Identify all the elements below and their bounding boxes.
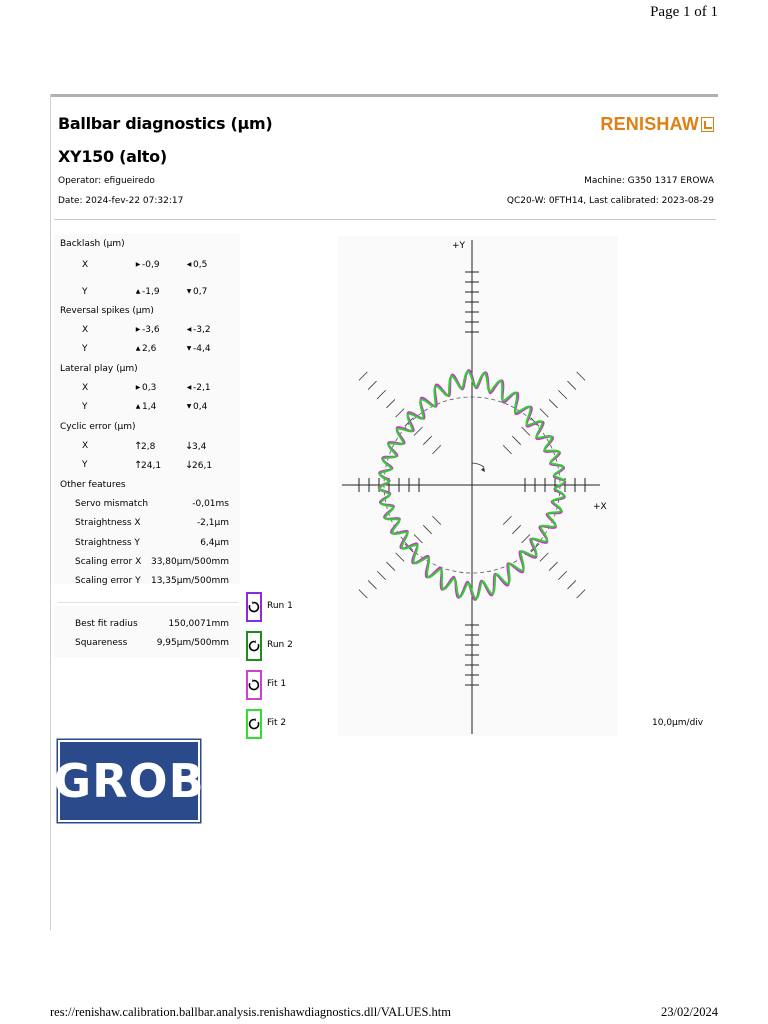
reversal-x-positive: ▶ -3,6 [135, 325, 160, 335]
straightness-x-label: Straightness X [75, 518, 141, 528]
machine-text: Machine: G350 1317 EROWA [584, 176, 714, 186]
backlash-y-label: Y [82, 287, 88, 297]
backlash-y-positive: ▲ -1,9 [135, 287, 160, 297]
straightness-y-value: 6,4μm [200, 538, 229, 548]
legend-fit2-icon[interactable] [246, 709, 262, 739]
legend-run2-label: Run 2 [267, 640, 293, 650]
frame-left-rule [50, 94, 51, 930]
lateral-y-negative: ▼ 0,4 [186, 402, 208, 412]
straightness-x-value: -2,1μm [196, 518, 229, 528]
legend-run1-icon[interactable] [246, 592, 262, 622]
backlash-y-negative: ▼ 0,7 [186, 287, 208, 297]
scaling-y-label: Scaling error Y [75, 576, 141, 586]
lateral-x-negative: ◀ -2,1 [186, 383, 211, 393]
backlash-x-negative: ◀ 0,5 [186, 260, 208, 270]
lateral-y-positive: ▲ 1,4 [135, 402, 157, 412]
lateral-x-positive: ▶ 0,3 [135, 383, 157, 393]
footer-date: 23/02/2024 [661, 1005, 718, 1019]
squareness-value: 9,95μm/500mm [156, 638, 229, 648]
triangle-down-icon: ▼ [186, 345, 192, 352]
triangle-left-icon: ◀ [186, 384, 192, 391]
arrow-down-icon: ↓ [185, 460, 194, 471]
cyclic-x-label: X [82, 441, 89, 451]
best-fit-radius-value: 150,0071mm [168, 619, 229, 629]
lateral-y-label: Y [82, 402, 88, 412]
triangle-down-icon: ▼ [186, 288, 192, 295]
other-features-heading: Other features [60, 480, 126, 490]
triangle-up-icon: ▲ [135, 403, 141, 410]
backlash-x-label: X [82, 260, 89, 270]
best-fit-radius-label: Best fit radius [75, 619, 138, 629]
cyclic-heading: Cyclic error (μm) [60, 422, 136, 432]
grob-logo [53, 740, 205, 822]
triangle-right-icon: ▶ [135, 326, 141, 333]
triangle-up-icon: ▲ [135, 345, 141, 352]
plot-scale-label: 10,0μm/div [652, 718, 704, 728]
page-number: Page 1 of 1 [650, 4, 718, 20]
triangle-right-icon: ▶ [135, 261, 141, 268]
scaling-x-value: 33,80μm/500mm [150, 557, 229, 567]
lateral-x-label: X [82, 383, 89, 393]
arrow-up-icon: ↑ [134, 460, 143, 471]
frame-top-rule [50, 94, 718, 97]
renishaw-logo-mark-icon [701, 117, 714, 132]
header-divider [54, 219, 716, 220]
legend-run2-icon[interactable] [246, 631, 262, 661]
scaling-x-label: Scaling error X [75, 557, 142, 567]
reversal-y-positive: ▲ 2,6 [135, 344, 157, 354]
renishaw-logo [600, 114, 714, 135]
cyclic-y-min: ↓26,1 [185, 460, 213, 471]
date-text: Date: 2024-fev-22 07:32:17 [58, 196, 184, 206]
triangle-up-icon: ▲ [135, 288, 141, 295]
backlash-x-positive: ▶ -0,9 [135, 260, 160, 270]
clockwise-arrow-icon [248, 601, 260, 613]
straightness-y-label: Straightness Y [75, 538, 140, 548]
triangle-right-icon: ▶ [135, 384, 141, 391]
grob-logo-text: GROB [53, 754, 205, 808]
reversal-x-negative: ◀ -3,2 [186, 325, 211, 335]
cyclic-x-max: ↑2,8 [134, 441, 156, 452]
axis-y-label: +Y [452, 241, 466, 251]
cyclic-x-min: ↓3,4 [185, 441, 207, 452]
report-title: Ballbar diagnostics (μm) [58, 114, 273, 133]
arrow-up-icon: ↑ [134, 441, 143, 452]
renishaw-logo-text: RENISHAW [600, 114, 699, 134]
axis-x-label: +X [593, 502, 607, 512]
clockwise-arrow-icon [248, 679, 260, 691]
backlash-heading: Backlash (μm) [60, 239, 125, 249]
reversal-x-label: X [82, 325, 89, 335]
reversal-y-negative: ▼ -4,4 [186, 344, 211, 354]
servo-mismatch-label: Servo mismatch [75, 499, 149, 509]
ballbar-polar-plot [338, 236, 618, 736]
arrow-down-icon: ↓ [185, 441, 194, 452]
counterclockwise-arrow-icon [248, 640, 260, 652]
cyclic-y-max: ↑24,1 [134, 460, 162, 471]
reversal-heading: Reversal spikes (μm) [60, 306, 154, 316]
legend-fit1-icon[interactable] [246, 670, 262, 700]
lateral-heading: Lateral play (μm) [60, 364, 138, 374]
cyclic-y-label: Y [82, 460, 88, 470]
counterclockwise-arrow-icon [248, 718, 260, 730]
scaling-y-value: 13,35μm/500mm [150, 576, 229, 586]
squareness-label: Squareness [75, 638, 128, 648]
report-subtitle: XY150 (alto) [58, 147, 167, 166]
legend-fit1-label: Fit 1 [267, 679, 287, 689]
triangle-down-icon: ▼ [186, 403, 192, 410]
best-fit-panel [54, 606, 240, 658]
reversal-y-label: Y [82, 344, 88, 354]
triangle-left-icon: ◀ [186, 261, 192, 268]
triangle-left-icon: ◀ [186, 326, 192, 333]
footer-path: res://renishaw.calibration.ballbar.analysis.renishawdiagnostics.dll/VALUES.htm [50, 1005, 451, 1019]
qc20-text: QC20-W: 0FTH14, Last calibrated: 2023-08-29 [506, 196, 714, 206]
legend-fit2-label: Fit 2 [267, 718, 287, 728]
legend-run1-label: Run 1 [267, 601, 293, 611]
section-divider [58, 602, 238, 603]
servo-mismatch-value: -0,01ms [192, 499, 229, 509]
operator-text: Operator: efigueiredo [58, 176, 155, 186]
